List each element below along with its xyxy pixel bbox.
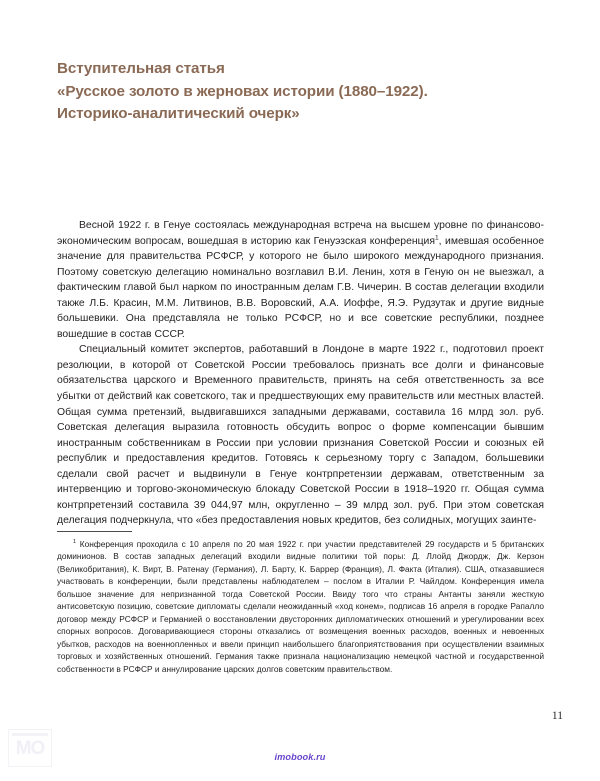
page-title (57, 58, 527, 126)
body-text (57, 218, 544, 529)
page-title-line-3: Историко-аналитический очерк» (57, 105, 300, 122)
footnote-separator-rule (57, 531, 132, 532)
footnote-body: Конференция проходила с 10 апреля по 20 мая 1922 г. при участии представителей 29 государств и 5 британских доминионов. В состав западных делегаций входили видные политики той поры: Д. Ллойд Джордж, Дж. Керзон (Великобритания), К. Вирт, В. Ратенау (Германия), Л. Барту, К. Баррер (Франция), Л. Факта (Италия). США, отказавшиеся участвовать в конференции, были представлены наблюдателем – послом в Италии Р. Чайлдом. Конференция имела большое значение для непризнанной тогда Советской России. Ввиду того что страны Антанты заняли жесткую антисоветскую позицию, советские дипломаты сделали неожиданный «ход конем», подписав 16 апреля в городке Рапалло договор между РСФСР и Германией о восстановлении двусторонних дипломатических отношений и урегулировании всех спорных вопросов. Договаривающиеся стороны отказались от возмещения военных расходов, военных и невоенных убытков, расходов на военнопленных и ввели принцип наибольшего благоприятствования при осуществлении взаимных торговых и хозяйственных отношений. Германия также признала национализацию немецкой частной и государственной собственности в РСФСР и аннулирование царских долгов советским правительством. (57, 539, 544, 674)
page-title-line-1: Вступительная статья (57, 60, 225, 77)
site-watermark: imobook.ru (274, 752, 326, 762)
page-title-line-2: «Русское золото в жерновах истории (1880–1922). (57, 82, 428, 100)
page-number: 11 (551, 710, 563, 722)
paragraph-1 (57, 218, 544, 342)
footnote-section (57, 531, 544, 675)
logo-text: MO (15, 738, 45, 759)
footnote-reference-marker: 1 (434, 234, 439, 242)
paragraph-2: Специальный комитет экспертов, работавший в Лондоне в марте 1922 г., подготовил проект резолюции, в которой от Советской России требовалось признать все долги и финансовые обязательства царского и Временного правительств, принять на себя ответственность за все убытки от действий как советского, так и предшествующих ему правительств или местных властей. Общая сумма претензий, выдвигавшихся западными державами, составила 16 млрд зол. руб. Советская делегация выразила готовность обсудить вопрос о форме компенсации бывшим иностранным собственникам в России при условии признания Советской России и союзных ей республик и предоставления кредитов. Готовясь к серьезному торгу с Западом, большевики сделали свой расчет и выдвинули в Генуе контрпретензии державам, ответственным за интервенцию и торгово-экономическую блокаду Советской России в 1918–1920 гг. Общая сумма контрпретензий составила 39 044,97 млн, округленно – 39 млрд зол. руб. При этом советская делегация подчеркнула, что «без предоставления новых кредитов, без солидных, могущих заинте- (57, 344, 544, 527)
paragraph-1-text-a: Весной 1922 г. в Генуе состоялась международная встреча на высшем уровне по финансово-экономическим вопросам, вошедшая в историю как Генуэзская конференция (57, 220, 544, 247)
paragraph-1-text-b: , имевшая особенное значение для правительства РСФСР, у которого не было широкого международного признания. Поэтому советскую делегацию номинально возглавил В.И. Ленин, хотя в Геную он не выезжал, а фактическим главой был нарком по иностранным делам Г.В. Чичерин. В состав делегации входили также Л.Б. Красин, М.М. Литвинов, В.В. Воровский, А.А. Иоффе, Я.Э. Рудзутак и другие видные большевики. Она представляла не только РСФСР, но и все советские республики, позднее вошедшие в состав СССР. (57, 235, 544, 340)
footnote-number: 1 (73, 539, 77, 546)
logo-bar (12, 733, 48, 736)
footnote-1 (57, 538, 544, 675)
